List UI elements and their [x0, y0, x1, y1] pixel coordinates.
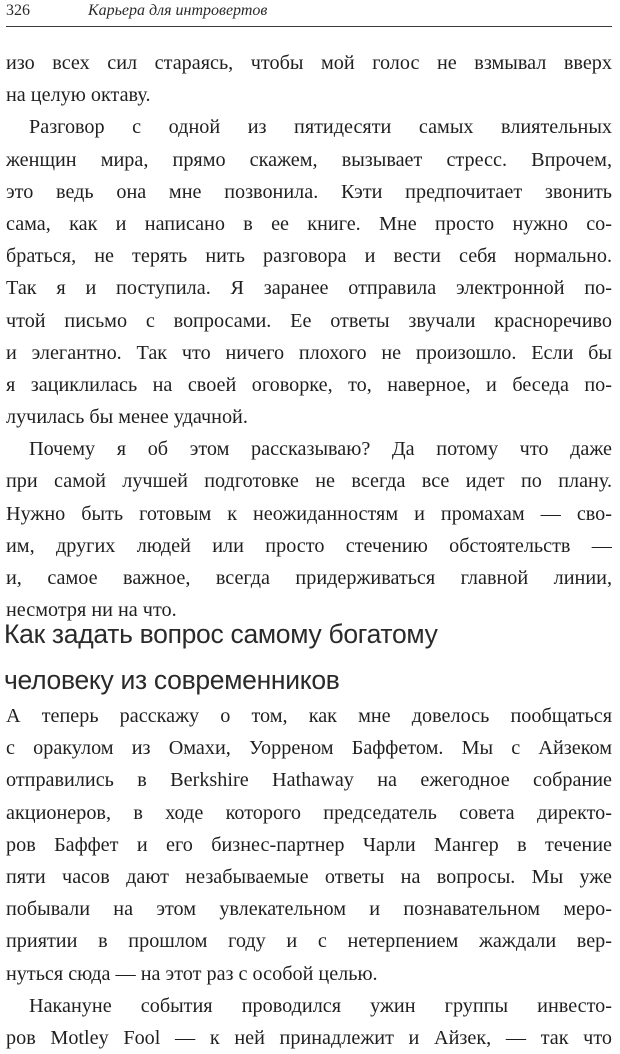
- paragraph: [6, 433, 612, 626]
- text-line: Так я и поступила. Я заранее отправила электронной по-: [6, 277, 612, 300]
- text-line: Нужно быть готовым к неожиданностям и промахам — сво-: [6, 502, 612, 525]
- text-line: сама, как и написано в ее книге. Мне просто нужно со-: [6, 212, 612, 235]
- text-line: отправились в Berkshire Hathaway на ежегодное собрание: [6, 769, 612, 792]
- text-line: побывали на этом увлекательном и познавательном меро-: [6, 898, 612, 921]
- text-line: женщин мира, прямо скажем, вызывает стресс. Впрочем,: [6, 148, 612, 171]
- text-line: А теперь расскажу о том, как мне довелось пообщаться: [6, 705, 612, 727]
- paragraph: [6, 990, 612, 1054]
- text-line: и, самое важное, всегда придерживаться главной линии,: [6, 567, 612, 589]
- text-line: нуться сюда — на этот раз с особой целью.: [6, 962, 378, 985]
- page-number: 326: [6, 2, 30, 19]
- text-line: на целую октаву.: [6, 84, 151, 107]
- text-line: Накануне события проводился ужин группы инвесто-: [29, 994, 612, 1017]
- text-block-before-heading: [6, 47, 612, 626]
- text-line: им, других людей или просто стечению обстоятельств —: [6, 534, 612, 557]
- text-line: Разговор с одной из пятидесяти самых влиятельных: [29, 116, 612, 139]
- text-line: ров Баффет и его бизнес-партнер Чарли Мангер в течение: [6, 833, 612, 856]
- section-heading: [4, 611, 614, 703]
- paragraph: [6, 111, 612, 433]
- book-title: Карьера для интровертов: [88, 2, 268, 19]
- text-line: браться, не терять нить разговора и вести себя нормально.: [6, 245, 612, 268]
- section-heading-line: Как задать вопрос самому богатому: [4, 619, 438, 649]
- text-line: с оракулом из Омахи, Уорреном Баффетом. Мы с Айзеком: [6, 737, 612, 760]
- text-line: изо всех сил стараясь, чтобы мой голос не взмывал вверх: [6, 52, 612, 74]
- text-line: акционеров, в ходе которого председатель совета директо-: [6, 801, 612, 824]
- text-line: ров Motley Fool — к ней принадлежит и Айзек, — так что: [6, 1026, 612, 1049]
- paragraph: [6, 700, 612, 990]
- text-block-after-heading: [6, 700, 612, 1054]
- text-line: приятии в прошлом году и с нетерпением жаждали вер-: [6, 930, 612, 953]
- paragraph: [6, 47, 612, 111]
- text-line: я зациклилась на своей оговорке, то, наверное, и беседа по-: [6, 373, 612, 396]
- text-line: несмотря ни на что.: [6, 599, 177, 622]
- running-head: [6, 0, 612, 27]
- text-line: Почему я об этом рассказываю? Да потому что даже: [29, 438, 612, 461]
- section-heading-line: человеку из современников: [4, 665, 340, 695]
- text-line: лучилась бы менее удачной.: [6, 406, 248, 429]
- text-line: пяти часов дают незабываемые ответы на вопросы. Мы уже: [6, 865, 612, 888]
- text-line: при самой лучшей подготовке не всегда все идет по плану.: [6, 470, 612, 493]
- text-line: это ведь она мне позвонила. Кэти предпочитает звонить: [6, 180, 612, 203]
- text-line: и элегантно. Так что ничего плохого не произошло. Если бы: [6, 341, 612, 364]
- text-line: чтой письмо с вопросами. Ее ответы звучали красноречиво: [6, 309, 612, 332]
